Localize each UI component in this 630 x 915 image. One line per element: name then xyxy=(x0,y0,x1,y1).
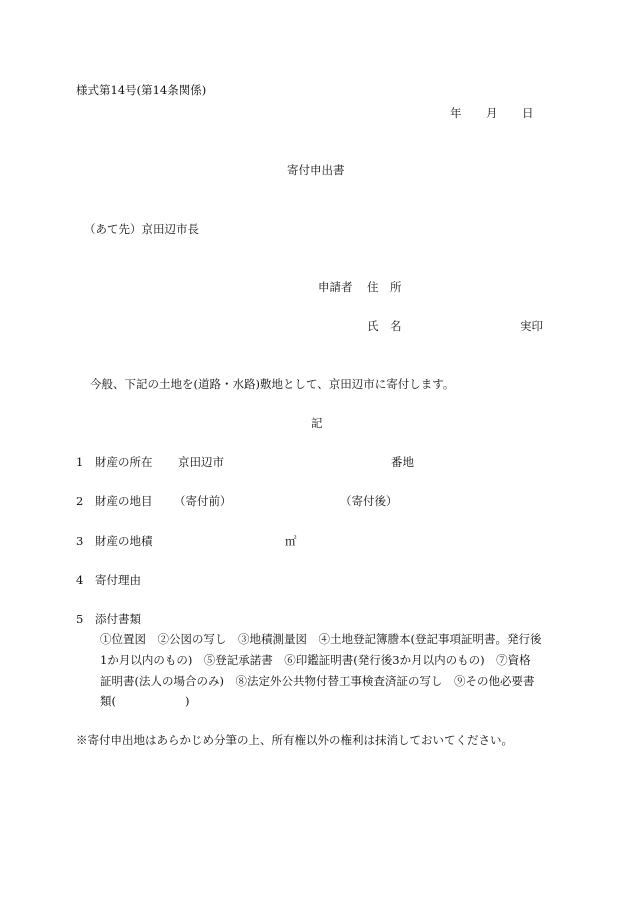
item-number: 4 xyxy=(76,573,84,587)
item-label: 財産の所在 xyxy=(95,455,153,469)
item-number: 1 xyxy=(76,455,84,469)
item-number: 3 xyxy=(76,534,84,548)
location-city: 京田辺市 xyxy=(178,455,224,469)
item-number: 5 xyxy=(76,612,84,626)
ki-heading: 記 xyxy=(311,416,323,430)
date-year: 年 xyxy=(450,106,462,120)
applicant-name-label: 氏 名 xyxy=(367,319,402,333)
land-category-before: （寄付前） xyxy=(174,494,232,508)
addressee: （あて先）京田辺市長 xyxy=(84,222,199,236)
attachment-line: ①位置図 ②公図の写し ③地積測量図 ④土地登記簿謄本(登記事項証明書。発行後 xyxy=(100,632,542,646)
attachment-line: 1か月以内のもの) ⑤登記承諾書 ⑥印鑑証明書(発行後3か月以内のもの) ⑦資格 xyxy=(100,653,531,667)
item-label: 添付書類 xyxy=(95,612,141,626)
applicant-address-label: 住 所 xyxy=(367,280,402,294)
location-banchi: 番地 xyxy=(391,455,414,469)
land-category-after: （寄付後） xyxy=(340,494,398,508)
attachment-line: 証明書(法人の場合のみ) ⑧法定外公共物付替工事検査済証の写し ⑨その他必要書 xyxy=(100,674,535,688)
statement: 今般、下記の土地を(道路・水路)敷地として、京田辺市に寄付します。 xyxy=(90,377,455,391)
item-label: 財産の地積 xyxy=(95,534,153,548)
item-number: 2 xyxy=(76,494,84,508)
footnote: ※寄付申出地はあらかじめ分筆の上、所有権以外の権利は抹消しておいてください。 xyxy=(76,733,513,747)
date-month: 月 xyxy=(486,106,498,120)
attachment-line: 類( ) xyxy=(100,694,190,708)
seal-label: 実印 xyxy=(520,319,543,333)
date-day: 日 xyxy=(522,106,534,120)
item-label: 寄付理由 xyxy=(95,573,141,587)
area-unit: ㎡ xyxy=(285,534,297,548)
document-title: 寄付申出書 xyxy=(287,163,345,177)
item-label: 財産の地目 xyxy=(95,494,153,508)
form-number: 様式第14号(第14条関係) xyxy=(76,83,207,97)
applicant-label: 申請者 xyxy=(318,280,353,294)
